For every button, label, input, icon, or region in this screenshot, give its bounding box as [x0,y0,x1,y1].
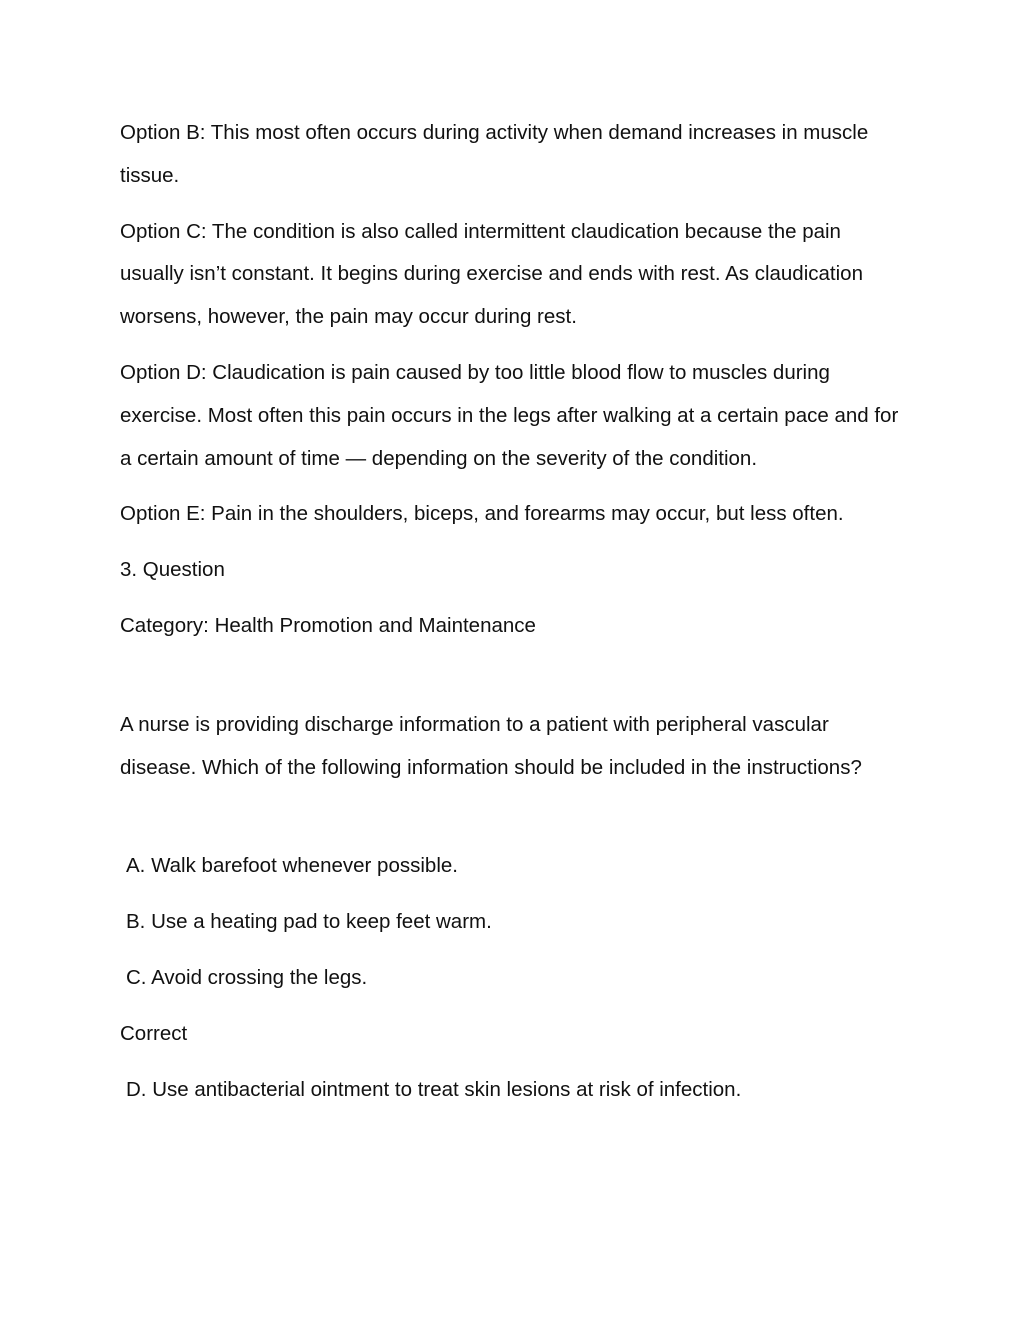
correct-label: Correct [120,1021,188,1045]
answer-option-b: B. Use a heating pad to keep feet warm. [126,910,492,934]
rationale-option-b: Option B: This most often occurs during activity when demand increases in muscle tissue. [120,121,869,187]
question-category: Category: Health Promotion and Maintenance [120,613,536,637]
answer-option-a: A. Walk barefoot whenever possible. [126,854,458,878]
question-heading: 3. Question [120,558,225,582]
rationale-option-d: Option D: Claudication is pain caused by too little blood flow to muscles during exercise. Most often this pain occurs in the legs after walking at a certain pace and for a certain amount of time — depending on the severity of the condition. [120,360,899,470]
question-stem: A nurse is providing discharge information to a patient with peripheral vascular disease. Which of the following information should be included in the instructions? [120,712,862,779]
rationale-option-c: Option C: The condition is also called intermittent claudication because the pain usually isn’t constant. It begins during exercise and ends with rest. As claudication worsens, however, the pain may occur during rest. [120,219,863,329]
rationale-option-e: Option E: Pain in the shoulders, biceps, and forearms may occur, but less often. [120,502,844,526]
answer-option-d: D. Use antibacterial ointment to treat skin lesions at risk of infection. [126,1077,742,1101]
answer-option-c: C. Avoid crossing the legs. [126,965,368,989]
document-page [120,112,910,1124]
